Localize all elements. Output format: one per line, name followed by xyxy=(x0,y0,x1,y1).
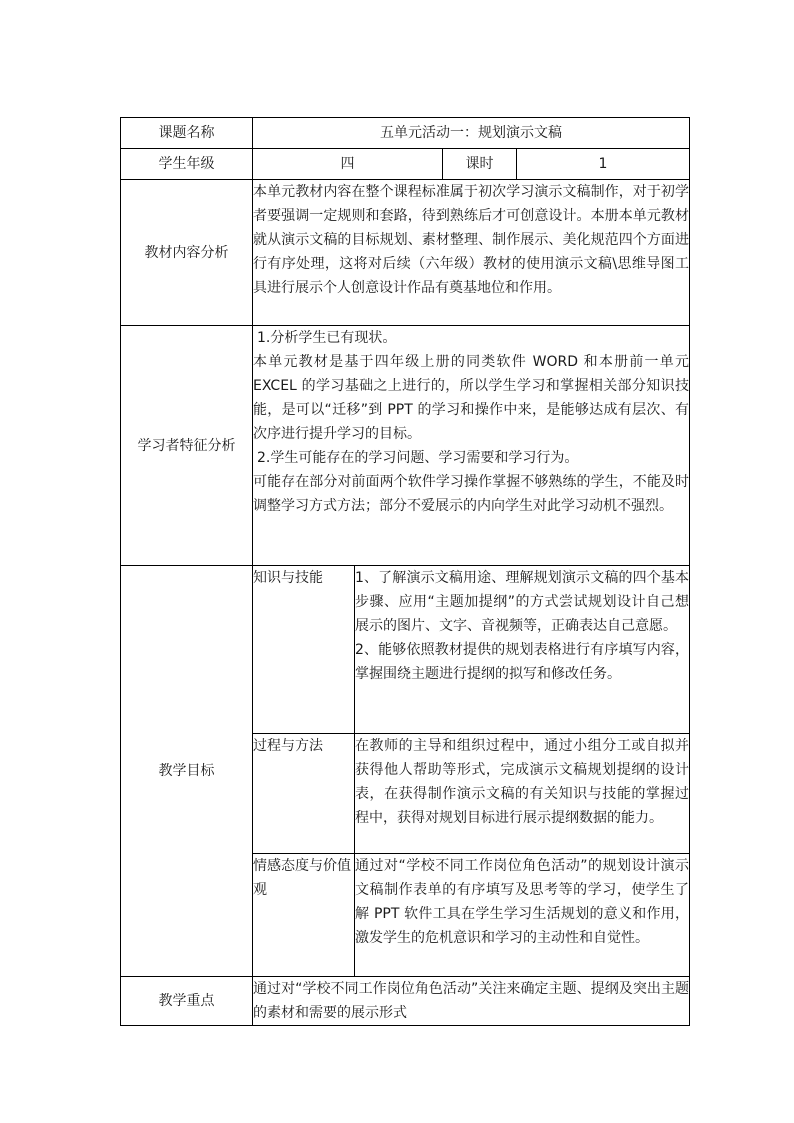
learner-point-2-text: 可能存在部分对前面两个软件学习操作掌握不够熟练的学生，不能及时调整学习方式方法；部分不爱展示的内向学生对此学习动机不强烈。 xyxy=(253,474,689,514)
process-label: 过程与方法 xyxy=(253,734,355,854)
title-value: 五单元活动一：规划演示文稿 xyxy=(253,118,690,149)
goals-label: 教学目标 xyxy=(121,566,253,977)
knowledge-label: 知识与技能 xyxy=(253,566,355,734)
content-analysis-label: 教材内容分析 xyxy=(121,180,253,326)
lesson-plan-table xyxy=(120,117,690,1026)
emotion-label: 情感态度与价值观 xyxy=(253,854,355,977)
grade-value: 四 xyxy=(253,149,443,180)
focus-label: 教学重点 xyxy=(121,977,253,1026)
content-analysis-text: 本单元教材内容在整个课程标准属于初次学习演示文稿制作，对于初学者要强调一定规则和套路，待到熟练后才可创意设计。本册本单元教材就从演示文稿的目标规划、素材整理、制作展示、美化规范四个方面进行有序处理，这将对后续（六年级）教材的使用演示文稿\思维导图工具进行展示个人创意设计作品有奠基地位和作用。 xyxy=(253,180,690,326)
row-grade xyxy=(121,149,690,180)
row-title xyxy=(121,118,690,149)
learner-point-1-title: 1.分析学生已有现状。 xyxy=(257,330,397,346)
knowledge-cell xyxy=(355,566,690,734)
knowledge-item-1: 1、了解演示文稿用途、理解规划演示文稿的四个基本步骤、应用“主题加提纲”的方式尝试规划设计自己想展示的图片、文字、音视频等，正确表达自己意愿。 xyxy=(355,570,689,634)
emotion-text: 通过对“学校不同工作岗位角色活动”的规划设计演示文稿制作表单的有序填写及思考等的学习，使学生了解 PPT 软件工具在学生学习生活规划的意义和作用，激发学生的危机意识和学习的主动性和自觉性。 xyxy=(355,854,690,977)
hours-value: 1 xyxy=(517,149,690,180)
process-text: 在教师的主导和组织过程中，通过小组分工或自拟并获得他人帮助等形式，完成演示文稿规划提纲的设计表，在获得制作演示文稿的有关知识与技能的掌握过程中，获得对规划目标进行展示提纲数据的能力。 xyxy=(355,734,690,854)
title-label: 课题名称 xyxy=(121,118,253,149)
row-focus xyxy=(121,977,690,1026)
learner-analysis-label: 学习者特征分析 xyxy=(121,326,253,566)
focus-text: 通过对“学校不同工作岗位角色活动”关注来确定主题、提纲及突出主题的素材和需要的展示形式 xyxy=(253,977,690,1026)
learner-analysis-cell xyxy=(253,326,690,566)
row-learner-analysis xyxy=(121,326,690,566)
learner-point-2-title: 2.学生可能存在的学习问题、学习需要和学习行为。 xyxy=(257,450,579,466)
hours-label: 课时 xyxy=(443,149,517,180)
row-goal-knowledge xyxy=(121,566,690,734)
grade-label: 学生年级 xyxy=(121,149,253,180)
row-content-analysis xyxy=(121,180,690,326)
learner-point-1-text: 本单元教材是基于四年级上册的同类软件 WORD 和本册前一单元 EXCEL 的学习基础之上进行的，所以学生学习和掌握相关部分知识技能，是可以“迁移”到 PPT 的学习和操作中来，是能够达成有层次、有次序进行提升学习的目标。 xyxy=(253,354,689,442)
knowledge-item-2: 2、能够依照教材提供的规划表格进行有序填写内容，掌握围绕主题进行提纲的拟写和修改任务。 xyxy=(355,642,689,682)
